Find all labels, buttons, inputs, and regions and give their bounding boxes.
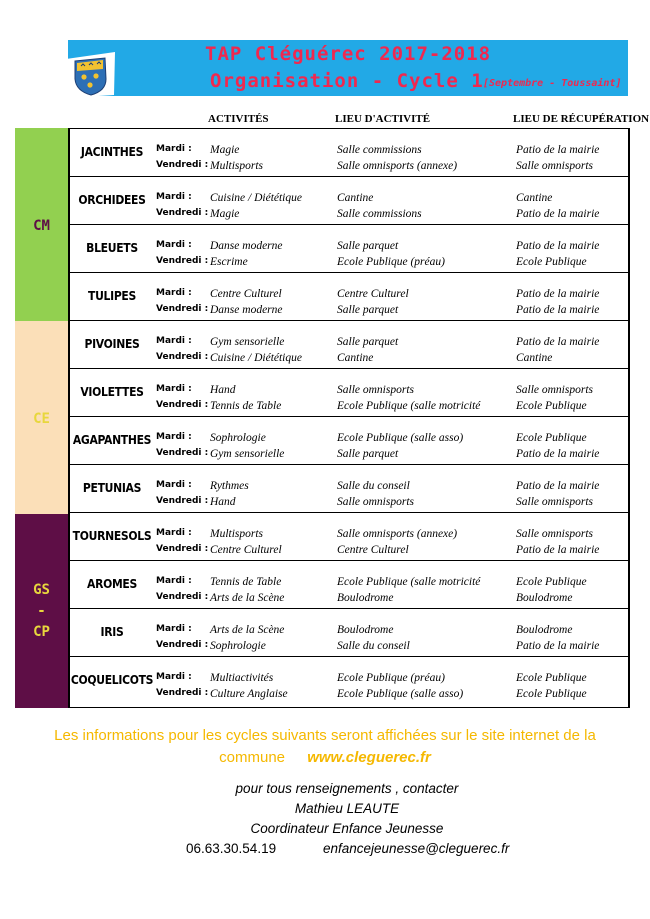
activity-cell: Sophrologie [210,640,266,652]
day-label: Vendredi : [156,256,209,266]
schedule-line [70,240,630,256]
group-name: BLEUETS [86,241,138,255]
location-cell: Ecole Publique (salle asso) [337,688,464,700]
activity-cell: Cuisine / Diététique [210,352,302,364]
group-row [70,272,630,320]
day-label: Vendredi : [156,208,209,218]
activity-cell: Arts de la Scène [210,624,285,636]
location-cell: Ecole Publique (préau) [337,256,445,268]
activity-cell: Gym sensorielle [210,336,285,348]
location-cell: Ecole Publique (salle motricité [337,400,481,412]
pickup-cell: Patio de la mairie [516,304,600,316]
cycle-cm-band [15,128,68,321]
cycle-gs-cp-band [15,514,68,708]
day-label: Vendredi : [156,688,209,698]
schedule-line [70,208,630,224]
schedule-line [70,256,630,272]
activity-cell: Gym sensorielle [210,448,285,460]
group-row [70,368,630,416]
info-notice [20,725,630,769]
pickup-cell: Patio de la mairie [516,448,600,460]
location-cell: Salle commissions [337,208,422,220]
group-name: COQUELICOTS [70,673,154,687]
contact-phone: 06.63.30.54.19 [186,841,277,856]
activity-cell: Cuisine / Diététique [210,192,302,204]
group-name: AGAPANTHES [72,433,152,447]
day-label: Mardi : [156,144,192,154]
contact-email[interactable]: enfancejeunesse@cleguerec.fr [323,841,510,856]
activity-cell: Centre Culturel [210,288,282,300]
pickup-cell: Patio de la mairie [516,480,600,492]
day-label: Mardi : [156,576,192,586]
cycle-gs-cp-label-line: - [37,603,46,619]
activity-cell: Centre Culturel [210,544,282,556]
location-cell: Ecole Publique (salle asso) [337,432,464,444]
cycle-gs-cp-label-line: GS [33,582,50,598]
day-label: Mardi : [156,384,192,394]
location-cell: Cantine [337,192,374,204]
group-row [70,560,630,608]
group-name: PIVOINES [84,337,140,351]
pickup-cell: Patio de la mairie [516,640,600,652]
day-label: Mardi : [156,336,192,346]
group-row [70,608,630,656]
day-label: Mardi : [156,288,192,298]
activity-cell: Sophrologie [210,432,266,444]
group-row [70,224,630,272]
schedule-line [70,352,630,368]
group-name: ORCHIDEES [78,193,146,207]
location-cell: Salle omnisports [337,384,414,396]
schedule-line [70,688,630,704]
schedule-line [70,544,630,560]
location-cell: Cantine [337,352,374,364]
pickup-cell: Ecole Publique [516,576,587,588]
group-row [70,464,630,512]
day-label: Vendredi : [156,544,209,554]
contact-role: Coordinateur Enfance Jeunesse [250,821,444,836]
schedule-line [70,304,630,320]
contact-name: Mathieu LEAUTE [294,801,400,816]
location-cell: Salle omnisports (annexe) [337,528,458,540]
activity-cell: Culture Anglaise [210,688,288,700]
pickup-cell: Ecole Publique [516,672,587,684]
pickup-cell: Patio de la mairie [516,208,600,220]
group-name: AROMES [87,577,137,591]
pickup-cell: Ecole Publique [516,400,587,412]
activity-cell: Multisports [210,160,264,172]
cycle-gs-cp-label [15,580,68,643]
location-cell: Salle parquet [337,336,399,348]
pickup-cell: Patio de la mairie [516,144,600,156]
activity-cell: Magie [210,144,240,156]
pickup-cell: Salle omnisports [516,160,593,172]
schedule-line [70,640,630,656]
activity-cell: Tennis de Table [210,576,282,588]
schedule-line [70,192,630,208]
location-cell: Salle parquet [337,304,399,316]
location-cell: Ecole Publique (préau) [337,672,445,684]
location-cell: Ecole Publique (salle motricité [337,576,481,588]
pickup-cell: Patio de la mairie [516,544,600,556]
location-cell: Salle du conseil [337,480,410,492]
header-pickup: LIEU DE RÉCUPÉRATION [513,113,650,125]
location-cell: Boulodrome [337,624,394,636]
schedule-line [70,592,630,608]
activity-cell: Magie [210,208,240,220]
activity-cell: Hand [210,496,236,508]
activity-cell: Arts de la Scène [210,592,285,604]
activity-cell: Hand [210,384,236,396]
day-label: Vendredi : [156,400,209,410]
day-label: Vendredi : [156,496,209,506]
day-label: Vendredi : [156,448,209,458]
location-cell: Centre Culturel [337,544,409,556]
cycle-gs-cp-label-line: CP [33,624,50,640]
info-text: Les informations pour les cycles suivants seront affichées sur le site internet de la commune [54,727,596,766]
group-row [70,176,630,224]
pickup-cell: Ecole Publique [516,256,587,268]
day-label: Vendredi : [156,592,209,602]
activity-cell: Danse moderne [210,240,283,252]
day-label: Vendredi : [156,304,209,314]
activity-cell: Rythmes [210,480,249,492]
banner-subtitle: Organisation - Cycle 1 [210,70,484,92]
group-name: PETUNIAS [82,481,142,495]
schedule-line [70,672,630,688]
day-label: Mardi : [156,672,192,682]
group-row [70,320,630,368]
pickup-cell: Salle omnisports [516,496,593,508]
schedule-line [70,400,630,416]
day-label: Vendredi : [156,352,209,362]
location-cell: Salle commissions [337,144,422,156]
contact-intro: pour tous renseignements , contacter [235,781,459,796]
pickup-cell: Ecole Publique [516,432,587,444]
pickup-cell: Patio de la mairie [516,288,600,300]
header-location: LIEU D'ACTIVITÉ [335,113,431,125]
day-label: Vendredi : [156,160,209,170]
group-name: VIOLETTES [80,385,144,399]
schedule-line [70,624,630,640]
location-cell: Centre Culturel [337,288,409,300]
day-label: Mardi : [156,528,192,538]
activity-cell: Escrime [210,256,248,268]
schedule-line [70,144,630,160]
location-cell: Salle parquet [337,448,399,460]
schedule-line [70,384,630,400]
activity-cell: Tennis de Table [210,400,282,412]
schedule-line [70,160,630,176]
day-label: Mardi : [156,432,192,442]
group-name: TULIPES [88,289,136,303]
schedule-line [70,448,630,464]
pickup-cell: Boulodrome [516,624,573,636]
group-row [70,128,630,176]
location-cell: Salle omnisports [337,496,414,508]
schedule-line [70,288,630,304]
day-label: Mardi : [156,480,192,490]
pickup-cell: Salle omnisports [516,528,593,540]
group-row [70,512,630,560]
day-label: Vendredi : [156,640,209,650]
pickup-cell: Salle omnisports [516,384,593,396]
group-name: TOURNESOLS [72,529,152,543]
schedule-line [70,496,630,512]
pickup-cell: Patio de la mairie [516,240,600,252]
banner-period: [Septembre - Toussaint] [483,78,622,89]
pickup-cell: Patio de la mairie [516,336,600,348]
location-cell: Salle omnisports (annexe) [337,160,458,172]
group-row [70,416,630,464]
activity-cell: Multiactivités [210,672,274,684]
schedule-line [70,528,630,544]
group-row [70,656,630,708]
schedule-line [70,480,630,496]
group-name: JACINTHES [80,145,144,159]
location-cell: Boulodrome [337,592,394,604]
activity-cell: Multisports [210,528,264,540]
pickup-cell: Cantine [516,192,553,204]
pickup-cell: Ecole Publique [516,688,587,700]
header-activities: ACTIVITÉS [208,113,269,125]
location-cell: Salle parquet [337,240,399,252]
cycle-ce-label: CE [33,411,50,427]
schedule-table [68,128,630,708]
schedule-line [70,576,630,592]
activity-cell: Danse moderne [210,304,283,316]
website-link[interactable]: www.cleguerec.fr [307,749,431,766]
pickup-cell: Boulodrome [516,592,573,604]
day-label: Mardi : [156,624,192,634]
cycle-ce-band [15,321,68,514]
coat-of-arms-logo [63,49,117,99]
group-name: IRIS [100,625,124,639]
banner-title: TAP Cléguérec 2017-2018 [205,43,492,65]
schedule-line [70,432,630,448]
location-cell: Salle du conseil [337,640,410,652]
day-label: Mardi : [156,240,192,250]
cycle-cm-label: CM [33,218,50,234]
pickup-cell: Cantine [516,352,553,364]
day-label: Mardi : [156,192,192,202]
schedule-line [70,336,630,352]
